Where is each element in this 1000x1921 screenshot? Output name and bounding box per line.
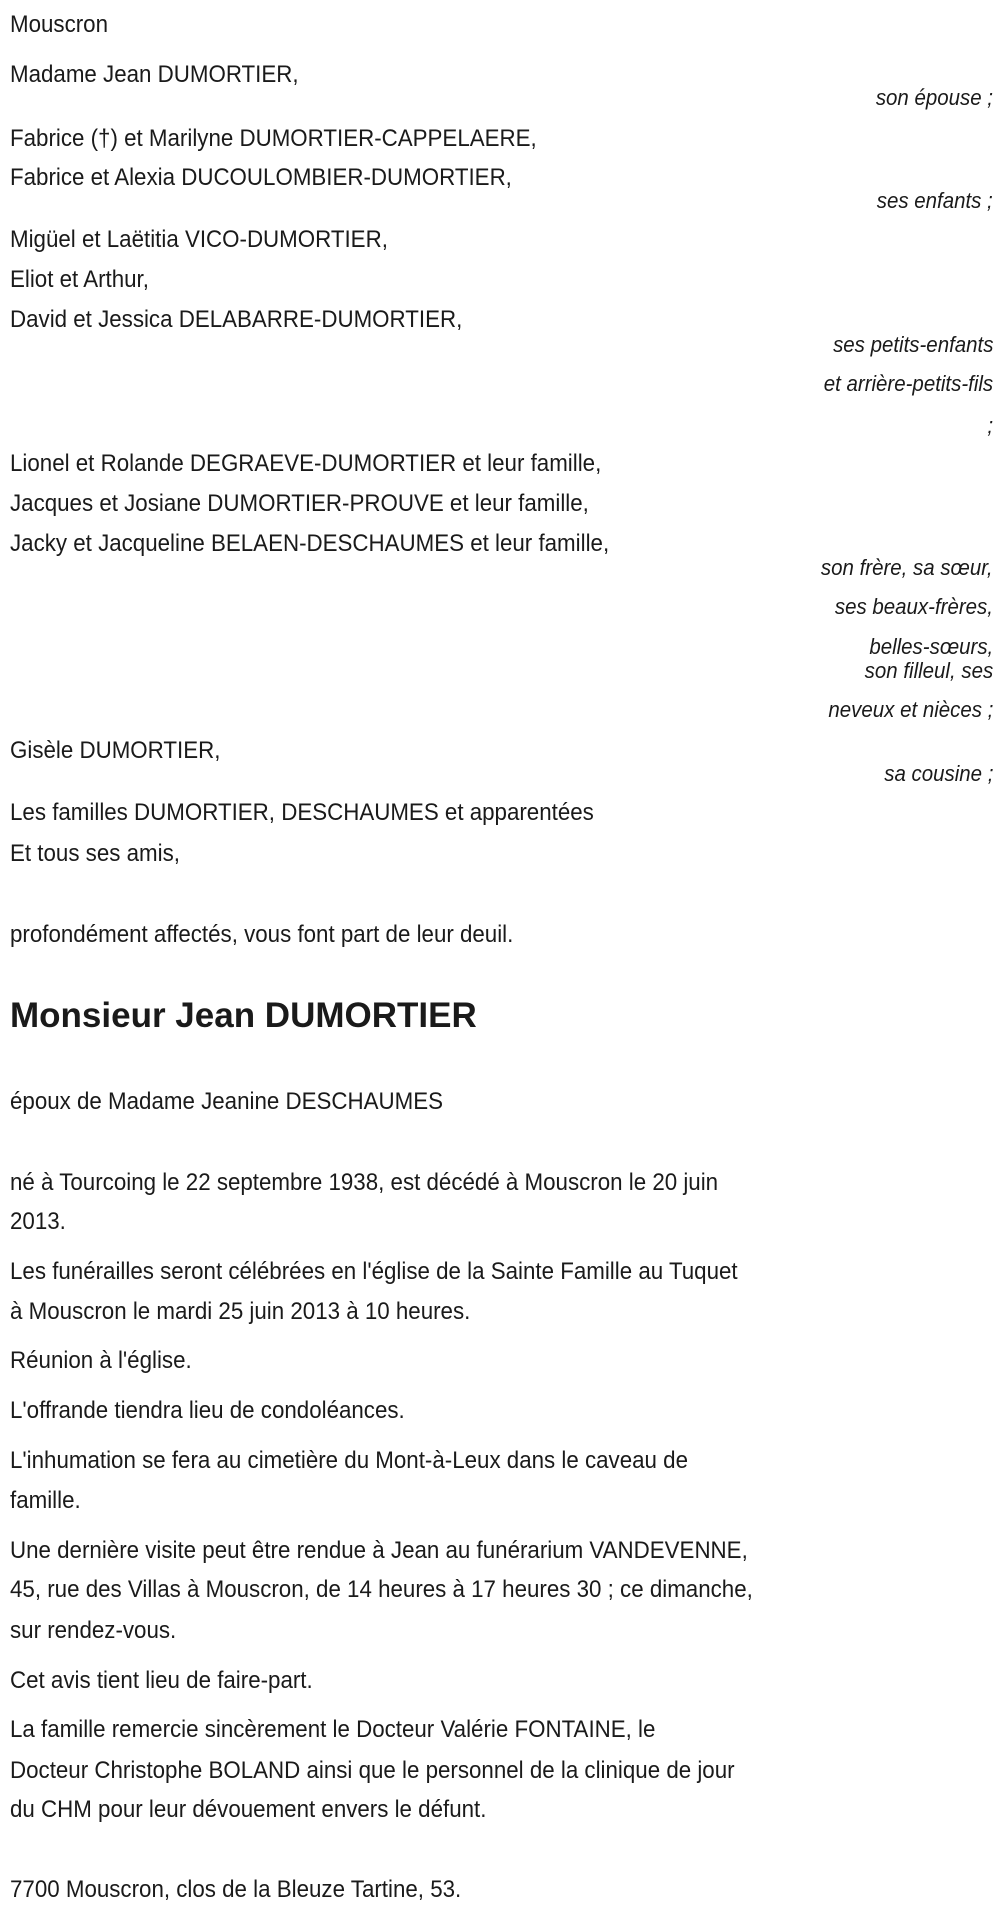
deceased-spouse: époux de Madame Jeanine DESCHAUMES <box>10 1088 443 1115</box>
others-line: Et tous ses amis, <box>10 840 180 867</box>
body-line: à Mouscron le mardi 25 juin 2013 à 10 heures. <box>10 1298 471 1325</box>
grandchild-line: Eliot et Arthur, <box>10 266 149 293</box>
body-line: du CHM pour leur dévouement envers le défunt. <box>10 1796 487 1823</box>
child-line: Fabrice et Alexia DUCOULOMBIER-DUMORTIER, <box>10 164 512 191</box>
place: Mouscron <box>10 11 108 38</box>
cousin: Gisèle DUMORTIER, <box>10 737 221 764</box>
body-line: Une dernière visite peut être rendue à Jean au funérarium VANDEVENNE, <box>10 1537 748 1564</box>
grandchildren-role: ; <box>987 413 993 438</box>
body-line: 45, rue des Villas à Mouscron, de 14 heures à 17 heures 30 ; ce dimanche, <box>10 1576 753 1603</box>
spouse-role: son épouse ; <box>875 85 993 110</box>
grandchildren-role: ses petits-enfants <box>832 332 993 357</box>
body-line: L'offrande tiendra lieu de condoléances. <box>10 1397 405 1424</box>
spouse: Madame Jean DUMORTIER, <box>10 61 299 88</box>
sibling-line: Lionel et Rolande DEGRAEVE-DUMORTIER et leur famille, <box>10 450 602 477</box>
siblings-role: belles-sœurs, <box>869 634 993 659</box>
siblings-role: neveux et nièces ; <box>828 697 993 722</box>
grandchildren-role: et arrière-petits-fils <box>823 371 993 396</box>
body-line: Cet avis tient lieu de faire-part. <box>10 1667 313 1694</box>
grandchild-line: Migüel et Laëtitia VICO-DUMORTIER, <box>10 226 388 253</box>
sibling-line: Jacques et Josiane DUMORTIER-PROUVE et leur famille, <box>10 490 589 517</box>
body-line: Réunion à l'église. <box>10 1347 192 1374</box>
body-line: La famille remercie sincèrement le Docteur Valérie FONTAINE, le <box>10 1716 656 1743</box>
body-line: Docteur Christophe BOLAND ainsi que le personnel de la clinique de jour <box>10 1757 735 1784</box>
child-line: Fabrice (†) et Marilyne DUMORTIER-CAPPELAERE, <box>10 125 537 152</box>
children-role: ses enfants ; <box>876 188 993 213</box>
siblings-role: son frère, sa sœur, <box>821 555 993 580</box>
body-line: Les funérailles seront célébrées en l'église de la Sainte Famille au Tuquet <box>10 1258 738 1285</box>
body-line: famille. <box>10 1487 81 1514</box>
siblings-role: son filleul, ses <box>864 658 993 683</box>
body-line: sur rendez-vous. <box>10 1617 177 1644</box>
siblings-role: ses beaux-frères, <box>834 594 993 619</box>
body-line: 2013. <box>10 1208 66 1235</box>
others-line: Les familles DUMORTIER, DESCHAUMES et apparentées <box>10 799 594 826</box>
address: 7700 Mouscron, clos de la Bleuze Tartine, 53. <box>10 1876 462 1903</box>
cousin-role: sa cousine ; <box>883 761 993 786</box>
sibling-line: Jacky et Jacqueline BELAEN-DESCHAUMES et leur famille, <box>10 530 610 557</box>
body-line: né à Tourcoing le 22 septembre 1938, est décédé à Mouscron le 20 juin <box>10 1169 719 1196</box>
grandchild-line: David et Jessica DELABARRE-DUMORTIER, <box>10 306 463 333</box>
closing-line: profondément affectés, vous font part de leur deuil. <box>10 921 514 948</box>
body-line: L'inhumation se fera au cimetière du Mont-à-Leux dans le caveau de <box>10 1447 688 1474</box>
deceased-name: Monsieur Jean DUMORTIER <box>10 996 477 1035</box>
